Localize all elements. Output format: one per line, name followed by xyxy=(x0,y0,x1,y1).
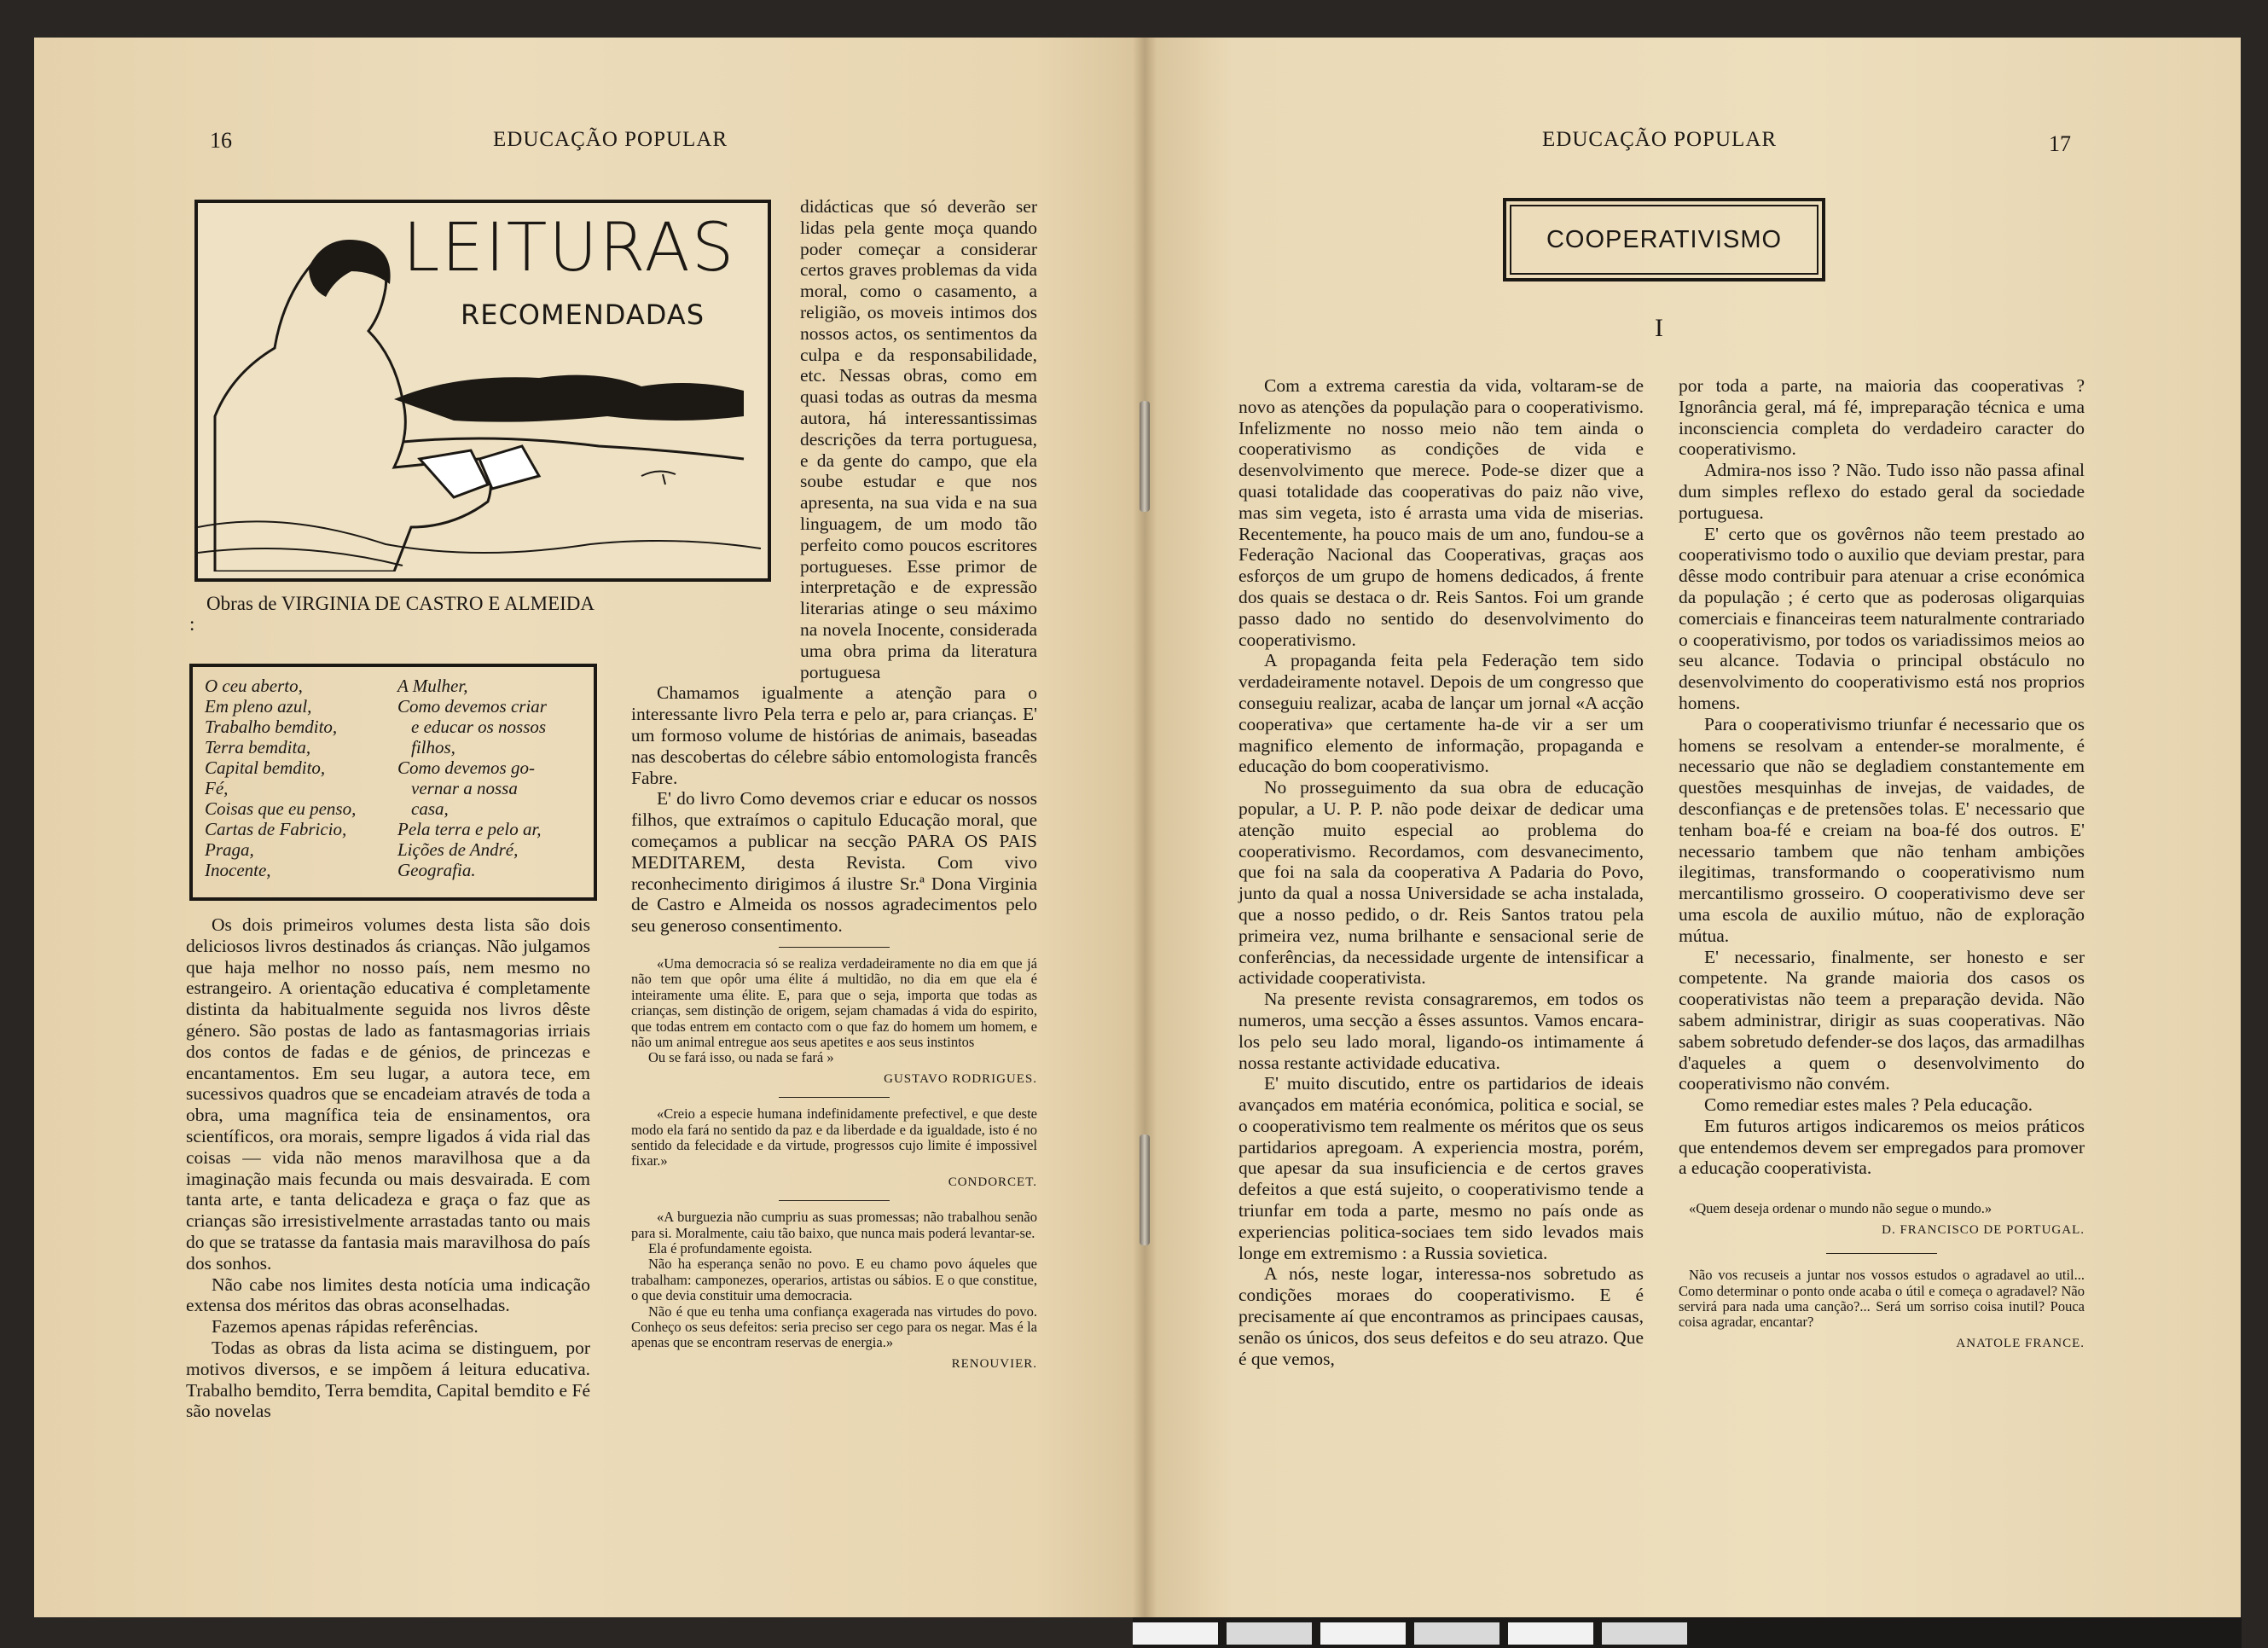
quote-text: «A burguezia não cumpriu as suas promessas; não trabalhou senão para si. Moralmente, caiu tão baixo, que nunca mais poderá levantar-se. xyxy=(631,1209,1037,1241)
book-title: filhos, xyxy=(411,737,455,757)
illustration-title: LEITURAS xyxy=(403,210,736,287)
illustration-subtitle: RECOMENDADAS xyxy=(461,299,705,331)
quote-text: «Uma democracia só se realiza verdadeiramente no dia em que já não tem que opôr uma élite á multidão, no dia em que ela é inteiramente uma élite. E, para que o seja, importa que todas as crianças, sem distinção de origem, sejam chamadas á vida do espirito, que todas entrem em contacto com o que faz do homem um homem, e não um animal entregue aos seus apetites e aos seus instintos xyxy=(631,955,1037,1050)
paragraph: Como remediar estes males ? Pela educação. xyxy=(1704,1094,2033,1116)
quote-anatole xyxy=(1679,1268,2085,1351)
quote-text: Ou se fará isso, ou nada se fará » xyxy=(648,1049,834,1066)
left-column-1 xyxy=(186,914,590,1422)
book-title: Pela terra e pelo ar, xyxy=(397,819,542,839)
section-number: I xyxy=(1655,314,1663,342)
book-title: Fé, xyxy=(205,778,229,798)
ruler-segment xyxy=(1227,1622,1312,1645)
paragraph: A nós, neste logar, interessa-nos sobretudo as condições moraes do cooperativismo. E é precisamente aí que encontramos as principaes causas, senão os únicos, dos seus defeitos e do seu atrazo. Que é que vemos, xyxy=(1238,1263,1644,1369)
book-title: e educar os nossos xyxy=(411,717,547,737)
quote-text: Não é que eu tenha uma confiança exagerada nas virtudes do povo. Conheço os seus defeitos: seria preciso ser cego para os negar. Mas é la apenas que se encontram reservas de energia.» xyxy=(631,1303,1037,1351)
paragraph: Em futuros artigos indicaremos os meios práticos que entendemos devem ser empregados para promover a educação cooperativista. xyxy=(1679,1115,2085,1179)
staple-top xyxy=(1140,401,1150,512)
book-title: casa, xyxy=(411,798,449,819)
quote-rodrigues xyxy=(631,956,1037,1087)
paragraph: E' necessario, finalmente, ser honesto e ser competente. Na grande maioria dos casos os cooperativistas não teem a preparação devida. Não sabem administrar, dirigir as suas cooperativas. Não sabem sobretudo defender-se dos laços, das armadilhas d'aqueles a quem o desenvolvimento do cooperativismo não convém. xyxy=(1679,946,2085,1094)
page-gutter xyxy=(1133,38,1157,1617)
divider xyxy=(779,1097,890,1098)
book-title: Geografia. xyxy=(397,860,476,880)
paragraph: E' certo que os govêrnos não teem prestado ao cooperativismo todo o auxilio que deviam prestar, para dêsse modo contribuir para atenuar a crise económica da população ; é certo que as poderosas oligarquias comerciais e financeiras teem naturalmente contrariado o cooperativismo, por todos os variadissimos meios ao seu alcance. Todavia o principal obstáculo no desenvolvimento do cooperativismo está nos proprios homens. xyxy=(1679,523,2085,713)
paragraph: Fazemos apenas rápidas referências. xyxy=(212,1316,479,1338)
scan-color-ruler xyxy=(1133,1617,2242,1648)
paragraph: Não cabe nos limites desta notícia uma indicação extensa dos méritos das obras aconselhadas. xyxy=(186,1274,590,1316)
quote-author: RENOUVIER. xyxy=(951,1356,1037,1371)
right-column-2 xyxy=(1679,375,2085,1351)
quote-francisco xyxy=(1679,1201,2085,1238)
quote-renouvier xyxy=(631,1210,1037,1372)
quote-text: «Quem deseja ordenar o mundo não segue o mundo.» xyxy=(1689,1200,1992,1217)
book-list-col1 xyxy=(205,676,392,880)
paragraph: Admira-nos isso ? Não. Tudo isso não passa afinal dum simples reflexo do estado geral da sociedade portuguesa. xyxy=(1679,460,2085,523)
quote-author: ANATOLE FRANCE. xyxy=(1956,1336,2085,1350)
book-title: Capital bemdito, xyxy=(205,757,326,778)
paragraph: Com a extrema carestia da vida, voltaram-se de novo as atenções da população para o cooperativismo. Infelizmente no nosso meio não tem ainda o cooperativismo as condições de vida e desenvolvimento que merece. Pode-se dizer que a quasi totalidade das cooperativas do paiz não vive, mas sim vegeta, isto é arrasta uma vida de miserias. Recentemente, ha pouco mais de um ano, fundou-se a Federação Nacional das Cooperativas, graças aos esforços de um grupo de homens dedicados, á frente dos quais se destaca o dr. Reis Santos. Foi um grande passo dado no sentido do desenvolvimento do cooperativismo. xyxy=(1238,375,1644,650)
paragraph: No prosseguimento da sua obra de educação popular, a U. P. P. não pode deixar de dedicar uma atenção muito especial ao problema do cooperativismo. Recordamos, com desvanecimento, que foi na sala da cooperativa A Padaria do Povo, junto da qual a nossa Universidade se acha instalada, que a nosso pedido, o dr. Reis Santos tratou pela primeira vez, numa brilhante e sensacional serie de conferências, da necessidade urgente de intensificar a actividade cooperativista. xyxy=(1238,777,1644,989)
divider xyxy=(1826,1253,1937,1254)
quote-author: D. FRANCISCO DE PORTUGAL. xyxy=(1882,1222,2085,1237)
paragraph: E' do livro Como devemos criar e educar os nossos filhos, que extraímos o capitulo Educação moral, que começamos a publicar na secção PARA OS PAIS MEDITAREM, desta Revista. Com vivo reconhecimento dirigimos á ilustre Sr.ª Dona Virginia de Castro e Almeida os nossos agradecimentos pelo seu generoso consentimento. xyxy=(631,788,1037,937)
spacer xyxy=(1679,1179,2085,1201)
book-title: Em pleno azul, xyxy=(205,696,312,717)
article-title-box xyxy=(1503,198,1825,281)
paragraph: Na presente revista consagraremos, em todos os numeros, uma secção a êsses assuntos. Vamos encara-los pelo seu lado moral, ligando-os intimamente á nossa restante actividade educativa. xyxy=(1238,989,1644,1073)
paragraph: Todas as obras da lista acima se distinguem, por motivos diversos, e se impõem á leitura educativa. Trabalho bemdito, Terra bemdita, Capital bemdito e Fé são novelas xyxy=(186,1337,590,1422)
book-title: O ceu aberto, xyxy=(205,676,303,696)
quote-text: Não vos recuseis a juntar nos vossos estudos o agradavel ao util... Como determinar o ponto onde acaba o útil e começa o agradavel? Não servirá para nada uma canção?... Será um sorriso coisa inutil? Pouca coisa agradar, encantar? xyxy=(1679,1267,2085,1331)
right-page-header: EDUCAÇÃO POPULAR xyxy=(1542,128,1778,151)
ruler-segment xyxy=(1602,1622,1687,1645)
staple-bottom xyxy=(1140,1134,1150,1245)
ruler-segment xyxy=(1133,1622,1218,1645)
right-column-1 xyxy=(1238,375,1644,1369)
paragraph: Os dois primeiros volumes desta lista são dois deliciosos livros destinados ás crianças. Não julgamos que haja melhor no nosso país, nem mesmo no estrangeiro. A orientação educativa é completamente distinta da habitualmente seguida nos livros dêste género. São postas de lado as fantasmagorias irriais dos contos de fadas e de génios, de princezas e encantamentos. Em seu lugar, a autora tece, em sucessivos quadros que se encadeiam através de toda a obra, uma magnífica teia de ensinamentos, ora scientíficos, ora morais, sempre ligados á vida rial das coisas — vida não menos maravilhosa que a da imaginação mais fecunda ou mais desvairada. E com tanta arte, e tanta delicadeza e graça o faz que as crianças são irresistivelmente arrastadas tanto ou mais do que se tratasse da fantasia mais maravilhosa do país dos sonhos. xyxy=(186,914,590,1274)
quote-condorcet xyxy=(631,1106,1037,1190)
paragraph: didácticas que só deverão ser lidas pela gente moça quando poder começar a considerar certos graves problemas da vida moral, como o casamento, a religião, os moveis intimos dos nossos actos, os sentimentos da culpa e da responsabilidade, etc. Nessas obras, como em quasi todas as outras da mesma autora, há interessantissimas descrições da terra portuguesa, e da gente do campo, que ela soube estudar e que nos apresenta, na sua vida e na sua linguagem, de um modo tão perfeito como poucos escritores portugueses. Esse primor de interpretação e de expressão literarias atinge o seu máximo na novela Inocente, considerada uma obra prima da literatura portuguesa xyxy=(800,196,1037,682)
right-page-number: 17 xyxy=(2049,131,2071,156)
book-title: A Mulher, xyxy=(397,676,468,696)
book-title: Como devemos go- xyxy=(397,757,535,778)
quote-text: Não ha esperança senão no povo. E eu chamo povo áqueles que trabalham: camponezes, operarios, artistas ou sábios. E o que constitue, o que devia constituir uma democracia. xyxy=(631,1256,1037,1304)
book-list-intro: Obras de VIRGINIA DE CASTRO E ALMEIDA : xyxy=(189,593,595,635)
book-title: Terra bemdita, xyxy=(205,737,311,757)
book-title: vernar a nossa xyxy=(411,778,518,798)
article-title: COOPERATIVISMO xyxy=(1510,205,1818,275)
ruler-segment xyxy=(1508,1622,1593,1645)
left-page-header: EDUCAÇÃO POPULAR xyxy=(493,128,728,151)
ruler-segment xyxy=(1320,1622,1406,1645)
paragraph: por toda a parte, na maioria das cooperativas ? Ignorância geral, má fé, impreparação técnica e uma inconsciencia completa do verdadeiro caracter do cooperativismo. xyxy=(1679,375,2085,460)
book-title: Inocente, xyxy=(205,860,271,880)
quote-author: CONDORCET. xyxy=(948,1175,1037,1189)
book-title: Lições de André, xyxy=(397,839,519,860)
book-title: Como devemos criar xyxy=(397,696,547,717)
divider xyxy=(779,947,890,948)
divider xyxy=(779,1200,890,1201)
book-title: Coisas que eu penso, xyxy=(205,798,357,819)
paragraph: Chamamos igualmente a atenção para o interessante livro Pela terra e pelo ar, para crianças. E' um formoso volume de histórias de animais, baseadas nas descobertas do célebre sábio entomologista francês Fabre. xyxy=(631,682,1037,788)
quote-author: GUSTAVO RODRIGUES. xyxy=(884,1071,1037,1086)
book-title: Cartas de Fabricio, xyxy=(205,819,347,839)
left-column-2 xyxy=(631,196,1037,1372)
paragraph: E' muito discutido, entre os partidarios de ideais avançados em matéria económica, politica e social, se o cooperativismo tem realmente os méritos que os seus partidarios apregoam. A experiencia mostra, porém, que apesar da sua insuficiencia e de certos graves defeitos a que está sujeito, o cooperativismo tende a triunfar em toda a parte, mesmo no país onde as experiencias politica-sociaes tem sido levados mais longe em extremismo : a Russia sovietica. xyxy=(1238,1073,1644,1263)
book-list xyxy=(189,664,597,901)
ruler-segment xyxy=(1414,1622,1499,1645)
quote-text: «Creio a especie humana indefinidamente prefectivel, e que deste modo ela fará no sentido da paz e da liberdade e da igualdade, isto é no sentido da felecidade e da virtude, progressos cujo limite é impossivel fixar.» xyxy=(631,1105,1037,1169)
left-page-number: 16 xyxy=(210,128,232,153)
book-title: Trabalho bemdito, xyxy=(205,717,338,737)
book-list-col2 xyxy=(397,676,585,880)
paragraph: Para o cooperativismo triunfar é necessario que os homens se resolvam a entender-se moralmente, é necessario que não se degladiem constantemente em questões mesquinhas de invejas, de vaidades, de desconfianças e de pretensões tolas. E' necessario que tenham boa-fé e creiam na boa-fé dos outros. E' necessario tambem que não tenham ambições ilegitimas, transformando o cooperativismo num mercantilismo grosseiro. O cooperativismo deve ser uma escola de auxilio mútuo, não de exploração mútua. xyxy=(1679,713,2085,946)
quote-text: Ela é profundamente egoista. xyxy=(648,1239,813,1256)
book-title: Praga, xyxy=(205,839,254,860)
paragraph: A propaganda feita pela Federação tem sido verdadeiramente notavel. Depois de um congresso que conseguiu realizar, acaba de lançar um jornal «A acção cooperativa» que certamente ha-de vir a ser um magnifico elemento de informação, propaganda e educação do bom cooperativismo. xyxy=(1238,650,1644,777)
